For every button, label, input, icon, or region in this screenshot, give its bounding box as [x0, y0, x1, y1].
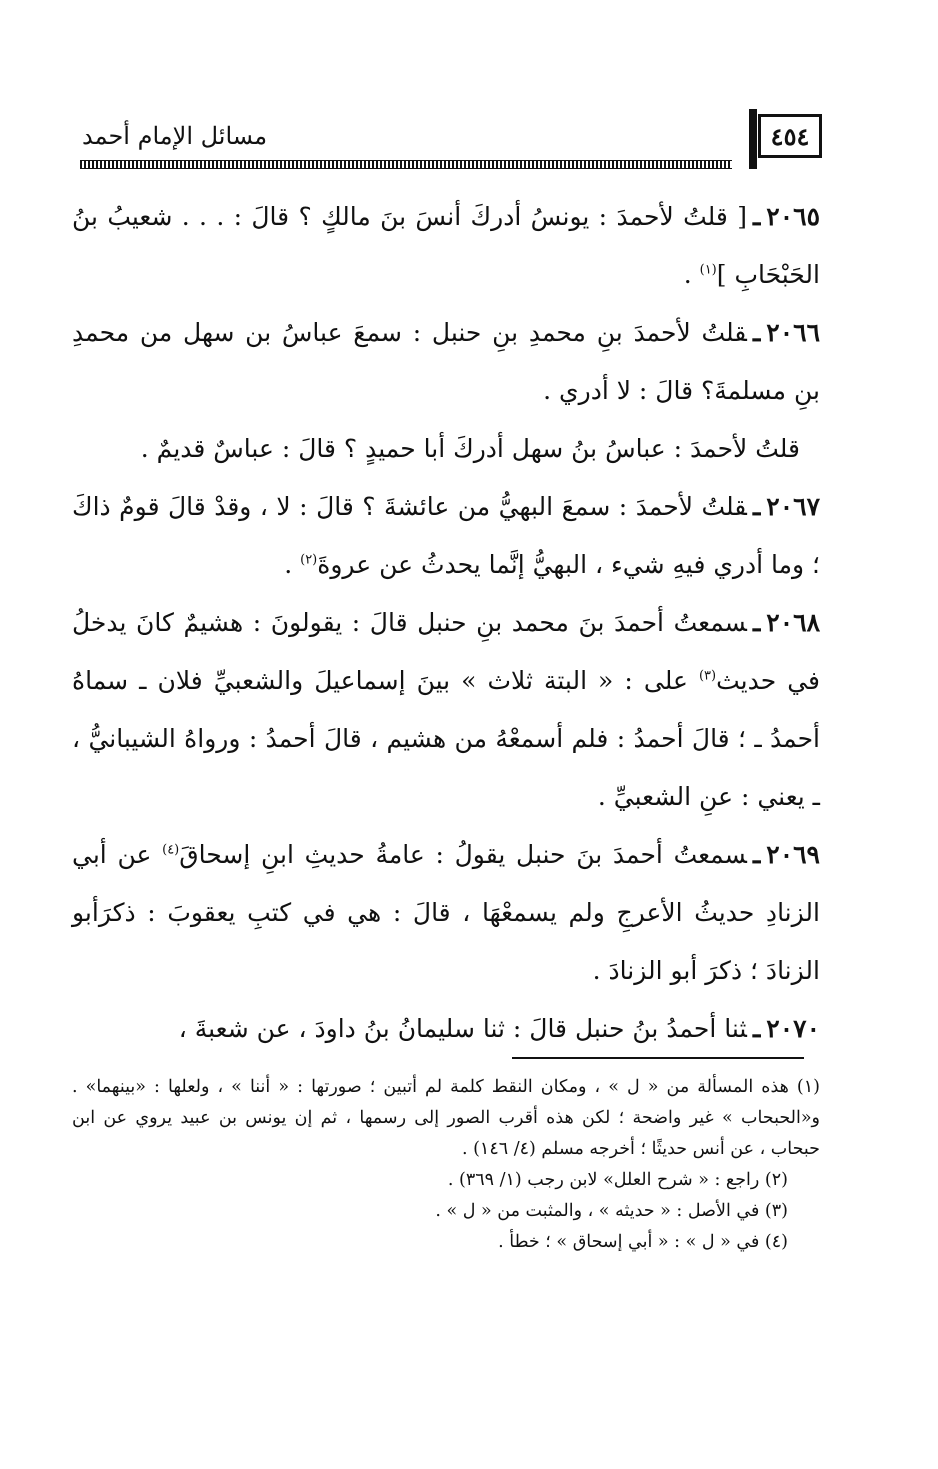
page-header: [72, 112, 822, 172]
issue-number: ٢٠٦٨: [766, 608, 820, 637]
page-number: ٤٥٤: [758, 114, 822, 158]
paragraph-2066: ٢٠٦٦ـقلتُ لأحمدَ بنِ محمدِ بنِ حنبل : سمعَ عباسُ بن سهل من محمدِ بنِ مسلمةَ؟ قالَ : لا أدري .: [72, 318, 820, 405]
paragraph-text: قلتُ لأحمدَ : سمعَ البهيُّ من عائشةَ ؟ قالَ : لا ، وقدْ قالَ قومٌ ذاكَ ؛ وما أدري فيهِ شيء ، البهيُّ إنَّما يحدثُ عن عروةَ: [72, 492, 820, 579]
footnote-1: (١) هذه المسألة من « ل » ، ومكان النقط كلمة لم أتبين ؛ صورتها : « أننا » ، ولعلها : «بينهما» . و«الحبحاب » غير واضحة ؛ لكن هذه أقرب الصور إلى رسمها ، ثم إن يونس بن عبيد يروي عن ابن حبحاب ، عن أنس حديثًا ؛ أخرجه مسلم (٤/ ١٤٦) .: [72, 1077, 820, 1159]
paragraph-text: سمعتُ أحمدَ بنَ محمد بنِ حنبل قالَ : يقولونَ : هشيمٌ كانَ يدخلُ في حديث: [72, 608, 820, 695]
footnote-3: (٣) في الأصل : « حديثه » ، والمثبت من « ل » .: [435, 1201, 788, 1221]
paragraph-text: قلتُ لأحمدَ بنِ محمدِ بنِ حنبل : سمعَ عباسُ بن سهل من محمدِ بنِ مسلمةَ؟ قالَ : لا أدري .: [72, 318, 820, 405]
paragraph-2067: ٢٠٦٧ـقلتُ لأحمدَ : سمعَ البهيُّ من عائشةَ ؟ قالَ : لا ، وقدْ قالَ قومٌ ذاكَ ؛ وما أدري فيهِ شيء ، البهيُّ إنَّما يحدثُ عن عروةَ$^{(٢)}$ .: [72, 492, 820, 579]
paragraph-2065: ٢٠٦٥ـ[ قلتُ لأحمدَ : يونسُ أدركَ أنسَ بنَ مالكٍ ؟ قالَ : . . . شعيبُ بنُ الحَبْحَابِ ]$^{(١)}$ .: [72, 202, 820, 289]
footnote-4: (٤) في « ل » : « أبي إسحاق » ؛ خطأ .: [498, 1232, 788, 1252]
footnote-ref: (٣): [698, 668, 717, 684]
paragraph-text: [ قلتُ لأحمدَ : يونسُ أدركَ أنسَ بنَ مالكٍ ؟ قالَ : . . . شعيبُ بنُ الحَبْحَابِ ]: [72, 202, 820, 289]
footnote-2: (٢) راجع : « شرح العلل» لابن رجب (١/ ٣٦٩) .: [447, 1170, 788, 1190]
paragraph-text: سمعتُ أحمدَ بنَ حنبل يقولُ : عامةُ حديثِ ابنِ إسحاقَ: [179, 840, 747, 869]
paragraph-text: قلتُ لأحمدَ : عباسُ بنُ سهل أدركَ أبا حميدٍ ؟ قالَ : عباسٌ قديمٌ .: [140, 434, 800, 463]
paragraph-2069: ٢٠٦٩ـسمعتُ أحمدَ بنَ حنبل يقولُ : عامةُ حديثِ ابنِ إسحاقَ$^{(٤)}$ عن أبي الزنادِ حديثُ الأعرجِ ولم يسمعْهَا ، قالَ : هي في كتبِ يعقوبَ : ذكرَأبو الزنادَ ؛ ذكرَ أبو الزنادَ .: [72, 840, 820, 985]
footnote-ref: (٢): [300, 552, 318, 568]
issue-number: ٢٠٦٩: [766, 840, 820, 869]
footnote-ref: (١): [699, 262, 717, 278]
issue-number: ٢٠٧٠: [766, 1014, 820, 1043]
main-text: [72, 188, 820, 1058]
header-rule: [80, 160, 732, 169]
paragraph-2068: ٢٠٦٨ـسمعتُ أحمدَ بنَ محمد بنِ حنبل قالَ : يقولونَ : هشيمٌ كانَ يدخلُ في حديث$^{(٣)}$ على : « البتة ثلاث » بينَ إسماعيلَ والشعبيِّ فلان ـ سماهُ أحمدُ ـ ؛ قالَ أحمدُ : فلم أسمعْهُ من هشيم ، قالَ أحمدُ : ورواهُ الشيبانيُّ ، ـ يعني : عنِ الشعبيِّ .: [72, 608, 820, 811]
issue-number: ٢٠٦٧: [766, 492, 820, 521]
footnote-ref: (٤): [162, 842, 180, 858]
paragraph-text: ثنا أحمدُ بنُ حنبل قالَ : ثنا سليمانُ بنُ داودَ ، عن شعبةَ ،: [178, 1014, 747, 1043]
issue-number: ٢٠٦٥: [766, 202, 820, 231]
running-title: مسائل الإمام أحمد: [82, 122, 268, 150]
footnotes: [72, 1072, 820, 1258]
paragraph-continuation: [72, 420, 820, 478]
issue-number: ٢٠٦٦: [766, 318, 820, 347]
footnote-separator: [512, 1057, 804, 1059]
paragraph-2070: ٢٠٧٠ـثنا أحمدُ بنُ حنبل قالَ : ثنا سليمانُ بنُ داودَ ، عن شعبةَ ،: [178, 1014, 820, 1043]
